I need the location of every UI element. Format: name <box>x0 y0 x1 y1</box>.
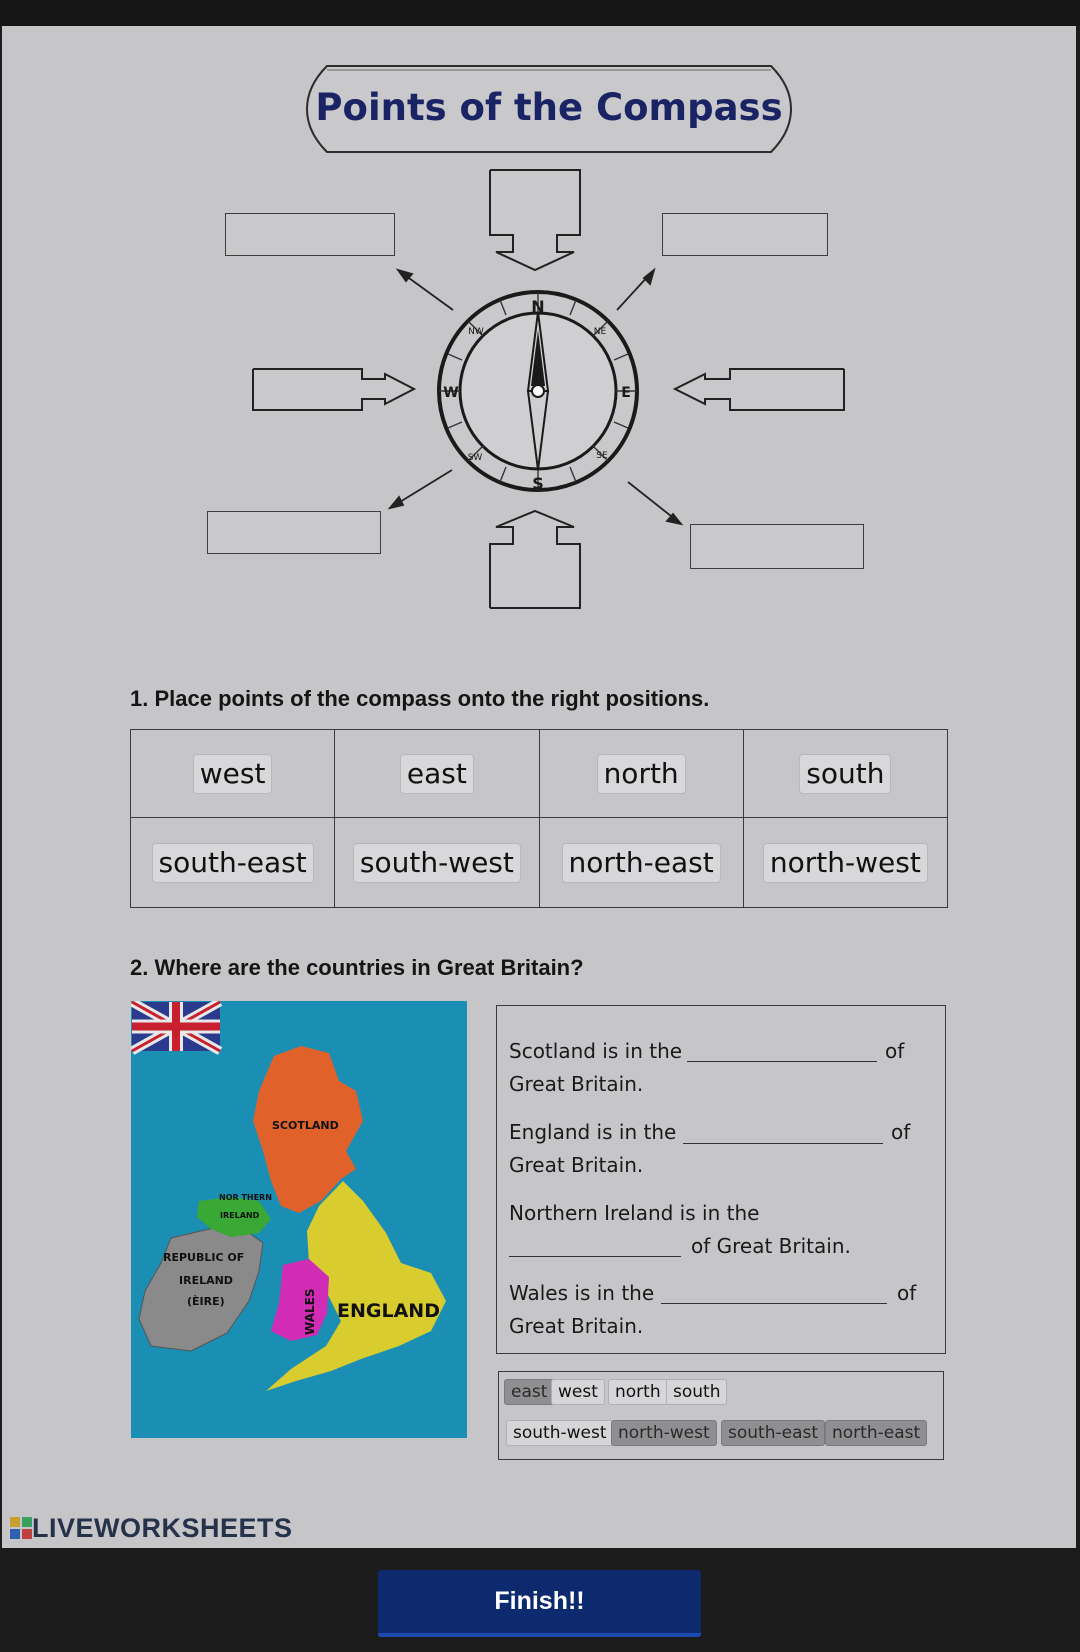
drop-box-south-west[interactable] <box>207 511 381 554</box>
map-label-roi-3: (ÈIRE) <box>187 1295 225 1308</box>
word-chip-north[interactable]: north <box>597 754 686 794</box>
blank-wales[interactable] <box>661 1303 887 1304</box>
union-flag-icon <box>132 1002 220 1051</box>
sentence-wales-end: Great Britain. <box>509 1314 644 1338</box>
sentence-england-end: Great Britain. <box>509 1153 644 1177</box>
bank-word-south[interactable]: south <box>666 1379 727 1405</box>
sentence-england-of: of <box>891 1120 911 1144</box>
word-chip-north-west[interactable]: north-west <box>763 843 928 883</box>
bank-word-south-east[interactable]: south-east <box>721 1420 825 1446</box>
sentence-england-start: England is in the <box>509 1120 677 1144</box>
finish-button[interactable]: Finish!! <box>378 1570 701 1637</box>
compass-label-ne: NE <box>593 327 607 337</box>
sentence-scotland-of: of <box>885 1039 905 1063</box>
word-chip-east[interactable]: east <box>400 754 474 794</box>
compass-label-w: W <box>443 385 459 401</box>
compass-label-sw: SW <box>467 453 483 463</box>
task1-question: 1. Place points of the compass onto the right positions. <box>130 686 710 711</box>
ireland-shape <box>139 1223 263 1351</box>
compass-label-nw: NW <box>468 327 484 337</box>
bank-word-north[interactable]: north <box>608 1379 668 1405</box>
logo-text: LIVEWORKSHEETS <box>32 1513 293 1543</box>
sentence-ni-end: of Great Britain. <box>691 1234 851 1258</box>
map-label-scotland: SCOTLAND <box>272 1119 339 1132</box>
map-label-wales: WALES <box>303 1288 317 1335</box>
logo-grid-icon <box>10 1517 32 1539</box>
liveworksheets-logo <box>10 1513 293 1544</box>
bank-word-north-east[interactable]: north-east <box>825 1420 927 1446</box>
map-label-roi-1: REPUBLIC OF <box>163 1251 245 1264</box>
sentence-scotland-end: Great Britain. <box>509 1072 644 1096</box>
uk-map <box>131 1001 467 1438</box>
compass-label-n: N <box>531 297 545 316</box>
sentence-ni-start: Northern Ireland is in the <box>509 1201 760 1225</box>
drop-box-north-west[interactable] <box>225 213 395 256</box>
task2-question: 2. Where are the countries in Great Britain? <box>130 955 584 980</box>
blank-england[interactable] <box>683 1143 883 1144</box>
word-chip-south-east[interactable]: south-east <box>152 843 314 883</box>
sentence-wales-of: of <box>897 1281 917 1305</box>
blank-scotland[interactable] <box>687 1061 877 1062</box>
sentence-wales-start: Wales is in the <box>509 1281 655 1305</box>
drop-box-east[interactable] <box>730 369 844 410</box>
bank-word-north-west[interactable]: north-west <box>611 1420 717 1446</box>
drop-box-west[interactable] <box>253 369 362 410</box>
sentence-box <box>496 1005 946 1354</box>
word-chip-south-west[interactable]: south-west <box>353 843 521 883</box>
bank-word-south-west[interactable]: south-west <box>506 1420 614 1446</box>
drop-box-north[interactable] <box>490 170 580 235</box>
map-label-northern-ireland-2: IRELAND <box>220 1211 260 1220</box>
map-label-england: ENGLAND <box>337 1300 440 1322</box>
wales-shape <box>271 1259 329 1341</box>
blank-northern-ireland[interactable] <box>509 1256 681 1257</box>
word-chip-south[interactable]: south <box>799 754 891 794</box>
word-bank <box>498 1371 944 1460</box>
map-label-northern-ireland-1: NOR THERN <box>219 1193 272 1202</box>
word-chip-west[interactable]: west <box>193 754 273 794</box>
bank-word-east[interactable]: east <box>504 1379 554 1405</box>
word-chip-north-east[interactable]: north-east <box>562 843 721 883</box>
compass-label-s: S <box>532 474 544 493</box>
drop-box-south-east[interactable] <box>690 524 864 569</box>
worksheet-title: Points of the Compass <box>315 86 783 129</box>
drop-box-south[interactable] <box>490 544 580 608</box>
drop-box-north-east[interactable] <box>662 213 828 256</box>
map-label-roi-2: IRELAND <box>179 1274 233 1287</box>
bank-word-west[interactable]: west <box>551 1379 605 1405</box>
word-table <box>130 729 948 908</box>
compass-label-e: E <box>621 385 631 401</box>
sentence-scotland-start: Scotland is in the <box>509 1039 683 1063</box>
compass-label-se: SE <box>596 451 608 461</box>
